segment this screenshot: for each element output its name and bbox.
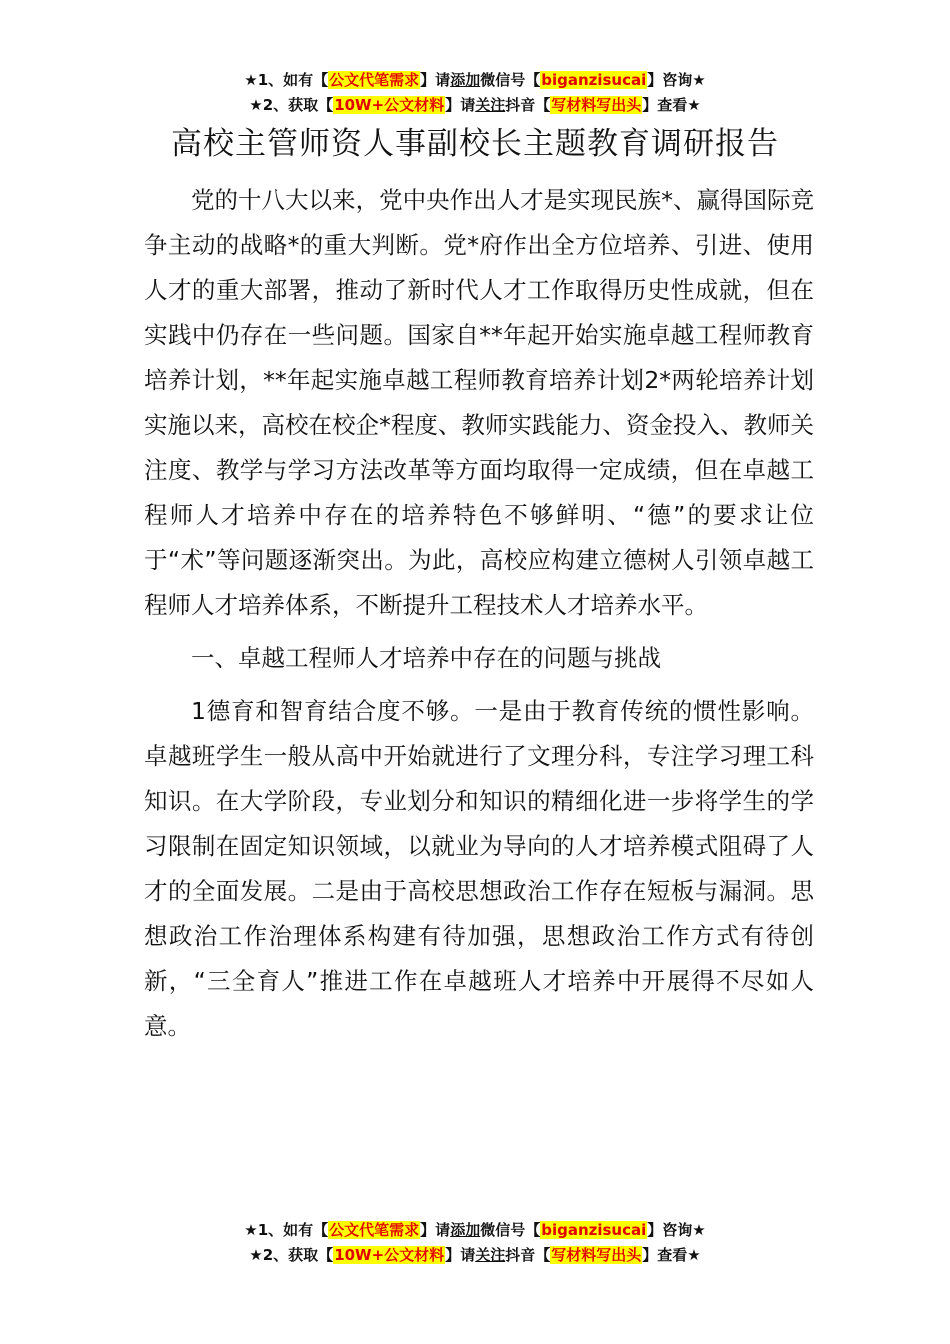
banner-text: 】查看★	[642, 1246, 701, 1264]
banner-text: 抖音【	[505, 96, 551, 114]
banner-highlight: 10W+公文材料	[334, 1246, 445, 1264]
banner-text: 微信号【	[480, 71, 541, 89]
banner-text: 】查看★	[642, 96, 701, 114]
footer-banner	[0, 1218, 950, 1268]
banner-highlight: 10W+公文材料	[334, 96, 445, 114]
document-body	[144, 178, 814, 1057]
banner-text: 】请	[445, 96, 476, 114]
paragraph-intro: 党的十八大以来，党中央作出人才是实现民族*、赢得国际竞争主动的战略*的重大判断。党*府作出全方位培养、引进、使用人才的重大部署，推动了新时代人才工作取得历史性成就，但在实践中仍存在一些问题。国家自**年起开始实施卓越工程师教育培养计划，**年起实施卓越工程师教育培养计划2*两轮培养计划实施以来，高校在校企*程度、教师实践能力、资金投入、教师关注度、教学与学习方法改革等方面均取得一定成绩，但在卓越工程师人才培养中存在的培养特色不够鲜明、“德”的要求让位于“术”等问题逐渐突出。为此，高校应构建立德树人引领卓越工程师人才培养体系，不断提升工程技术人才培养水平。	[144, 186, 814, 619]
banner-line-2	[0, 1243, 950, 1268]
banner-text: 抖音【	[505, 1246, 551, 1264]
banner-highlight: 公文代笔需求	[329, 71, 420, 89]
banner-text: 】咨询★	[647, 1221, 706, 1239]
paragraph-point-1: 1德育和智育结合度不够。一是由于教育传统的惯性影响。卓越班学生一般从高中开始就进行了文理分科，专注学习理工科知识。在大学阶段，专业划分和知识的精细化进一步将学生的学习限制在固定知识领域，以就业为导向的人才培养模式阻碍了人才的全面发展。二是由于高校思想政治工作存在短板与漏洞。思想政治工作治理体系构建有待加强，思想政治工作方式有待创新，“三全育人”推进工作在卓越班人才培养中开展得不尽如人意。	[144, 697, 814, 1040]
banner-highlight: biganzisucai	[541, 1221, 647, 1239]
banner-text: 】请	[420, 1221, 451, 1239]
banner-highlight: 写材料写出头	[551, 1246, 642, 1264]
banner-highlight: biganzisucai	[541, 71, 647, 89]
banner-text: 】咨询★	[647, 71, 706, 89]
banner-line-1	[0, 68, 950, 93]
banner-text: ★2、获取【	[249, 1246, 334, 1264]
document-title: 高校主管师资人事副校长主题教育调研报告	[171, 126, 779, 162]
banner-underlined-text: 关注	[475, 1246, 506, 1264]
banner-text: ★1、如有【	[244, 1221, 329, 1239]
banner-text: ★2、获取【	[249, 96, 334, 114]
header-banner	[0, 68, 950, 118]
banner-highlight: 公文代笔需求	[329, 1221, 420, 1239]
banner-line-2	[0, 93, 950, 118]
banner-underlined-text: 添加	[450, 1221, 481, 1239]
banner-text: 】请	[420, 71, 451, 89]
section-heading: 一、卓越工程师人才培养中存在的问题与挑战	[191, 644, 661, 672]
banner-underlined-text: 关注	[475, 96, 506, 114]
banner-line-1	[0, 1218, 950, 1243]
banner-text: 微信号【	[480, 1221, 541, 1239]
banner-text: ★1、如有【	[244, 71, 329, 89]
banner-underlined-text: 添加	[450, 71, 481, 89]
banner-text: 】请	[445, 1246, 476, 1264]
banner-highlight: 写材料写出头	[551, 96, 642, 114]
